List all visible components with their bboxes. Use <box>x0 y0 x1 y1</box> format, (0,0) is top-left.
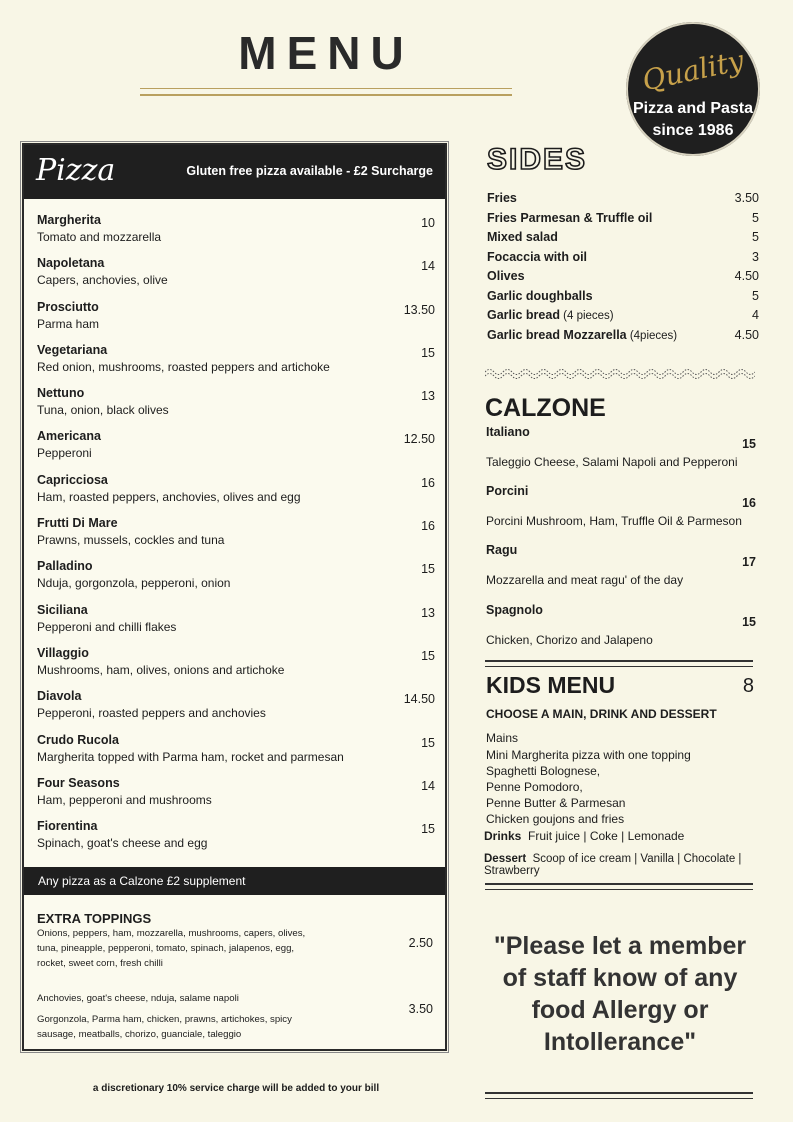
pizza-name: Crudo Rucola <box>37 732 119 747</box>
side-price: 5 <box>752 288 759 303</box>
pizza-description: Capers, anchovies, olive <box>37 273 168 288</box>
calzone-name: Spagnolo <box>486 603 543 617</box>
kids-main-item: Chicken goujons and fries <box>486 812 625 826</box>
pizza-item <box>37 559 435 602</box>
pizza-name: Nettuno <box>37 386 85 401</box>
gluten-free-note: Gluten free pizza available - £2 Surcharge <box>186 164 433 178</box>
divider-rule <box>485 883 753 890</box>
pizza-header <box>24 145 445 199</box>
pizza-price: 15 <box>421 562 435 577</box>
pizza-name: Napoletana <box>37 256 105 271</box>
side-price: 4 <box>752 308 759 322</box>
side-name: Olives <box>487 269 525 283</box>
kids-dessert-options: Scoop of ice cream | Vanilla | Chocolate | Strawberry <box>484 853 742 877</box>
kids-menu-subtitle: CHOOSE A MAIN, DRINK AND DESSERT <box>486 707 717 721</box>
pizza-name: Four Seasons <box>37 775 120 790</box>
sides-title: SIDES <box>487 143 588 176</box>
side-name: Garlic bread <box>487 308 560 322</box>
pizza-description: Pepperoni, roasted peppers and anchovies <box>37 706 266 721</box>
calzone-description: Porcini Mushroom, Ham, Truffle Oil & Parmeson <box>486 514 742 528</box>
kids-menu-title: KIDS MENU <box>486 672 616 698</box>
extra-toppings-group-2-price: 3.50 <box>408 1002 433 1016</box>
side-item <box>487 191 759 211</box>
side-price: 3.50 <box>734 191 759 205</box>
pizza-name: Fiorentina <box>37 819 98 834</box>
pizza-price: 15 <box>421 735 435 750</box>
pizza-description: Mushrooms, ham, olives, onions and artichoke <box>37 662 285 677</box>
side-price: 4.50 <box>734 327 759 342</box>
side-item <box>487 328 759 348</box>
calzone-supplement-text: Any pizza as a Calzone £2 supplement <box>38 874 246 888</box>
sides-list <box>487 191 759 347</box>
pizza-name: Siciliana <box>37 602 88 617</box>
pizza-price: 13.50 <box>403 302 435 317</box>
pizza-price: 15 <box>421 345 435 360</box>
pizza-name: Frutti Di Mare <box>37 516 118 531</box>
calzone-price: 15 <box>742 437 756 451</box>
allergy-notice: "Please let a member of staff know of any food Allergy or Intollerance" <box>493 932 747 1056</box>
side-note: (4pieces) <box>626 329 678 342</box>
pizza-name: Prosciutto <box>37 299 99 314</box>
pizza-name: Capricciosa <box>37 472 108 487</box>
page-title: MENU <box>238 27 414 79</box>
pizza-price: 13 <box>421 389 435 404</box>
pizza-section <box>22 143 447 1051</box>
pizza-item <box>37 776 435 819</box>
badge-line-2: since 1986 <box>652 122 734 139</box>
side-item <box>487 250 759 270</box>
pizza-heading: Pizza <box>36 153 116 188</box>
service-charge-note: a discretionary 10% service charge will be added to your bill <box>92 1083 380 1094</box>
extra-toppings-group-1: Onions, peppers, ham, mozzarella, mushrooms, capers, olives, tuna, pineapple, pepperoni, tomato, spinach, jalapenos, egg, rocket, sweet corn, fresh chilli <box>37 928 306 969</box>
side-name: Fries Parmesan & Truffle oil <box>487 210 653 225</box>
pizza-description: Parma ham <box>37 316 100 331</box>
badge-script-text: Quality <box>639 43 747 98</box>
side-name: Garlic doughballs <box>487 288 593 303</box>
pizza-price: 14 <box>421 778 435 793</box>
pizza-name: Vegetariana <box>37 342 108 357</box>
pizza-price: 15 <box>421 822 435 837</box>
side-item <box>487 308 759 328</box>
pizza-description: Nduja, gorgonzola, pepperoni, onion <box>37 576 231 591</box>
side-item <box>487 211 759 231</box>
pizza-item <box>37 733 435 776</box>
kids-main-item: Spaghetti Bolognese, <box>486 764 601 778</box>
calzone-price: 16 <box>742 496 756 510</box>
pizza-item <box>37 300 435 343</box>
pizza-description: Tomato and mozzarella <box>37 230 162 244</box>
quality-badge <box>626 22 760 156</box>
calzone-name: Italiano <box>486 425 530 439</box>
pizza-price: 12.50 <box>403 432 435 447</box>
pizza-description: Red onion, mushrooms, roasted peppers and artichoke <box>37 359 330 374</box>
pizza-name: Palladino <box>37 559 93 574</box>
pizza-item <box>37 429 435 472</box>
calzone-price: 15 <box>742 615 756 629</box>
pizza-price: 13 <box>421 605 435 620</box>
side-item <box>487 269 759 289</box>
pizza-item <box>37 646 435 689</box>
pizza-description: Pepperoni <box>37 446 92 461</box>
kids-menu-price: 8 <box>742 675 754 697</box>
kids-drinks-options: Fruit juice | Coke | Lemonade <box>528 829 685 843</box>
pizza-price: 15 <box>421 648 435 663</box>
side-name: Focaccia with oil <box>487 249 588 264</box>
pizza-item <box>37 256 435 299</box>
pizza-price: 14.50 <box>403 692 435 707</box>
extra-toppings-group-1-price: 2.50 <box>408 936 433 950</box>
side-note: (4 pieces) <box>559 310 614 322</box>
calzone-name: Porcini <box>486 484 529 498</box>
pizza-price: 14 <box>421 259 435 274</box>
pizza-price: 16 <box>421 519 435 534</box>
kids-main-item: Penne Butter & Parmesan <box>486 796 626 810</box>
kids-dessert <box>484 853 793 877</box>
calzone-description: Taleggio Cheese, Salami Napoli and Pepperoni <box>486 455 738 469</box>
calzone-price: 17 <box>742 555 756 569</box>
calzone-supplement-bar <box>24 867 445 895</box>
pizza-description: Tuna, onion, black olives <box>37 403 169 418</box>
kids-mains-list <box>486 747 691 827</box>
calzone-name: Ragu <box>486 543 518 557</box>
calzone-description: Chicken, Chorizo and Jalapeno <box>486 633 653 647</box>
pizza-description: Spinach, goat's cheese and egg <box>37 836 208 851</box>
pizza-item <box>37 603 435 646</box>
side-item <box>487 230 759 250</box>
pizza-description: Pepperoni and chilli flakes <box>37 619 177 634</box>
side-price: 3 <box>752 249 759 264</box>
side-price: 4.50 <box>734 269 759 283</box>
calzone-title: CALZONE <box>485 394 606 422</box>
side-name: Garlic bread Mozzarella <box>487 327 627 342</box>
pizza-list <box>37 213 435 862</box>
badge-line-1: Pizza and Pasta <box>632 100 754 117</box>
kids-drinks <box>484 829 684 843</box>
pizza-item <box>37 213 435 256</box>
side-item <box>487 289 759 309</box>
pizza-description: Margherita topped with Parma ham, rocket and parmesan <box>37 749 344 764</box>
kids-drinks-label: Drinks <box>484 829 522 843</box>
pizza-item <box>37 386 435 429</box>
pizza-price: 10 <box>421 216 435 230</box>
pizza-price: 16 <box>421 475 435 490</box>
pizza-name: Margherita <box>37 213 101 227</box>
pizza-item <box>37 516 435 559</box>
kids-mains-label: Mains <box>486 731 519 745</box>
pizza-item <box>37 689 435 732</box>
extra-toppings-group-2a: Anchovies, goat's cheese, nduja, salame napoli <box>37 993 239 1004</box>
pizza-name: Diavola <box>37 689 82 704</box>
side-name: Mixed salad <box>487 230 558 244</box>
wavy-divider <box>485 366 755 382</box>
pizza-item <box>37 473 435 516</box>
side-price: 5 <box>752 230 759 244</box>
pizza-name: Villaggio <box>37 645 89 660</box>
divider-rule <box>485 660 753 667</box>
extra-toppings-group-2b: Gorgonzola, Parma ham, chicken, prawns, artichokes, spicy sausage, meatballs, chorizo, guanciale, taleggio <box>37 1014 292 1040</box>
kids-main-item: Mini Margherita pizza with one topping <box>486 748 691 762</box>
calzone-description: Mozzarella and meat ragu' of the day <box>486 573 684 587</box>
side-price: 5 <box>752 210 759 225</box>
pizza-description: Ham, pepperoni and mushrooms <box>37 792 212 807</box>
pizza-description: Ham, roasted peppers, anchovies, olives and egg <box>37 489 301 504</box>
extra-toppings-title: EXTRA TOPPINGS <box>37 911 152 926</box>
divider-rule <box>485 1092 753 1099</box>
pizza-name: Americana <box>37 429 101 444</box>
title-underline <box>140 88 512 96</box>
kids-main-item: Penne Pomodoro, <box>486 780 583 794</box>
side-name: Fries <box>487 191 517 205</box>
kids-dessert-label: Dessert <box>484 853 527 865</box>
pizza-description: Prawns, mussels, cockles and tuna <box>37 533 225 548</box>
pizza-item <box>37 343 435 386</box>
pizza-item <box>37 819 435 862</box>
